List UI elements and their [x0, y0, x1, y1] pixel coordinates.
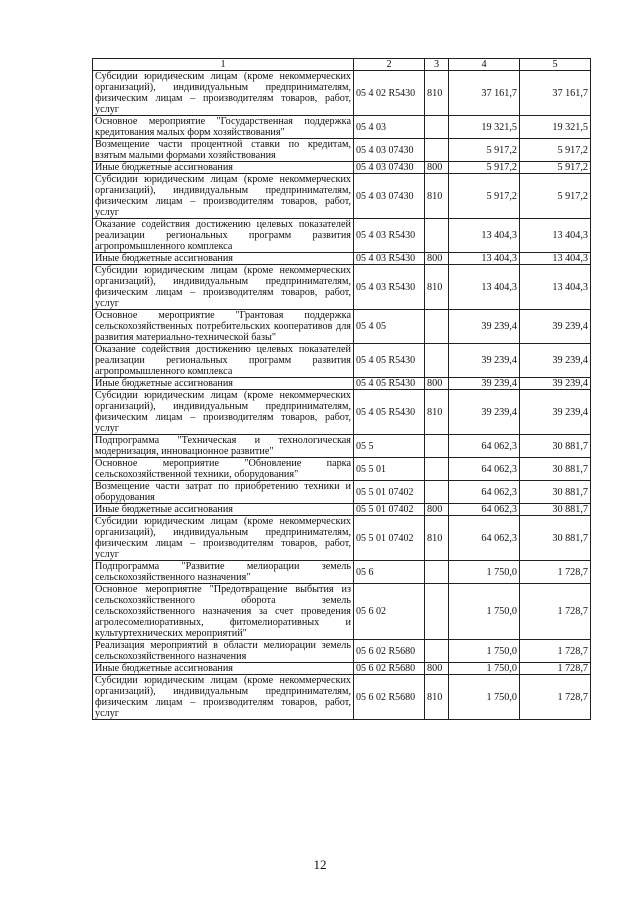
row-value-col5: 39 239,4 — [520, 378, 591, 390]
table-row — [93, 675, 591, 720]
row-value-col5: 30 881,7 — [520, 504, 591, 516]
row-value-col4: 39 239,4 — [449, 344, 520, 378]
row-code-cell: 05 4 03 07430 — [354, 162, 425, 174]
row-name-cell: Основное мероприятие "Предотвращение выбытия из сельскохозяйственного оборота земель сельскохозяйственного назначения за счет проведения агролесомелиоративных, фитомелиоративных и культуртехнических мероприятий" — [93, 584, 354, 640]
table-row — [93, 139, 591, 162]
row-value-col4: 39 239,4 — [449, 390, 520, 435]
row-name-cell: Подпрограмма "Развитие мелиорации земель сельскохозяйственного назначения" — [93, 561, 354, 584]
row-type-cell: 800 — [425, 162, 449, 174]
row-code-cell: 05 5 01 — [354, 458, 425, 481]
row-name-cell: Иные бюджетные ассигнования — [93, 663, 354, 675]
row-type-cell — [425, 458, 449, 481]
table-row — [93, 663, 591, 675]
table-row — [93, 504, 591, 516]
row-value-col5: 1 728,7 — [520, 675, 591, 720]
row-value-col4: 1 750,0 — [449, 584, 520, 640]
row-value-col4: 1 750,0 — [449, 675, 520, 720]
table-row — [93, 640, 591, 663]
row-value-col5: 19 321,5 — [520, 116, 591, 139]
row-value-col5: 39 239,4 — [520, 310, 591, 344]
row-value-col5: 30 881,7 — [520, 458, 591, 481]
row-value-col4: 1 750,0 — [449, 663, 520, 675]
row-type-cell: 800 — [425, 253, 449, 265]
row-type-cell — [425, 219, 449, 253]
row-name-cell: Субсидии юридическим лицам (кроме некоммерческих организаций), индивидуальным предпринимателям, физическим лицам – производителям товаров, работ, услуг — [93, 390, 354, 435]
table-row — [93, 458, 591, 481]
header-col-1: 1 — [93, 59, 354, 71]
table-row — [93, 561, 591, 584]
header-col-5: 5 — [520, 59, 591, 71]
row-code-cell: 05 6 02 R5680 — [354, 675, 425, 720]
row-code-cell: 05 4 05 R5430 — [354, 390, 425, 435]
row-code-cell: 05 4 03 07430 — [354, 174, 425, 219]
row-value-col5: 13 404,3 — [520, 219, 591, 253]
table-row — [93, 162, 591, 174]
row-value-col5: 30 881,7 — [520, 516, 591, 561]
row-value-col4: 5 917,2 — [449, 162, 520, 174]
row-code-cell: 05 4 03 — [354, 116, 425, 139]
row-name-cell: Оказание содействия достижению целевых показателей реализации региональных программ развития агропромышленного комплекса — [93, 219, 354, 253]
table-row — [93, 265, 591, 310]
table-row — [93, 219, 591, 253]
row-name-cell: Иные бюджетные ассигнования — [93, 378, 354, 390]
row-code-cell: 05 4 05 — [354, 310, 425, 344]
row-name-cell: Возмещение части процентной ставки по кредитам, взятым малыми формами хозяйствования — [93, 139, 354, 162]
table-row — [93, 378, 591, 390]
row-type-cell — [425, 139, 449, 162]
row-name-cell: Субсидии юридическим лицам (кроме некоммерческих организаций), индивидуальным предпринимателям, физическим лицам – производителям товаров, работ, услуг — [93, 675, 354, 720]
row-code-cell: 05 4 03 R5430 — [354, 253, 425, 265]
row-type-cell — [425, 481, 449, 504]
row-value-col4: 5 917,2 — [449, 174, 520, 219]
row-value-col5: 39 239,4 — [520, 390, 591, 435]
row-type-cell: 810 — [425, 516, 449, 561]
row-type-cell — [425, 116, 449, 139]
row-value-col5: 37 161,7 — [520, 71, 591, 116]
table-row — [93, 310, 591, 344]
row-code-cell: 05 4 05 R5430 — [354, 378, 425, 390]
row-value-col4: 13 404,3 — [449, 219, 520, 253]
row-type-cell: 800 — [425, 378, 449, 390]
table-row — [93, 253, 591, 265]
row-code-cell: 05 4 03 R5430 — [354, 265, 425, 310]
row-value-col5: 5 917,2 — [520, 174, 591, 219]
row-code-cell: 05 4 05 R5430 — [354, 344, 425, 378]
row-name-cell: Основное мероприятие "Государственная поддержка кредитования малых форм хозяйствования" — [93, 116, 354, 139]
row-value-col4: 64 062,3 — [449, 435, 520, 458]
row-value-col4: 64 062,3 — [449, 481, 520, 504]
row-value-col4: 19 321,5 — [449, 116, 520, 139]
row-type-cell: 800 — [425, 663, 449, 675]
table-row — [93, 71, 591, 116]
table-row — [93, 344, 591, 378]
row-value-col4: 13 404,3 — [449, 253, 520, 265]
row-code-cell: 05 5 — [354, 435, 425, 458]
row-code-cell: 05 6 — [354, 561, 425, 584]
row-value-col4: 39 239,4 — [449, 378, 520, 390]
row-value-col5: 1 728,7 — [520, 663, 591, 675]
row-name-cell: Субсидии юридическим лицам (кроме некоммерческих организаций), индивидуальным предпринимателям, физическим лицам – производителям товаров, работ, услуг — [93, 174, 354, 219]
table-row — [93, 116, 591, 139]
row-value-col5: 13 404,3 — [520, 253, 591, 265]
row-value-col5: 5 917,2 — [520, 162, 591, 174]
row-name-cell: Субсидии юридическим лицам (кроме некоммерческих организаций), индивидуальным предпринимателям, физическим лицам – производителям товаров, работ, услуг — [93, 516, 354, 561]
row-type-cell — [425, 344, 449, 378]
row-code-cell: 05 4 03 R5430 — [354, 219, 425, 253]
table-row — [93, 516, 591, 561]
table-row — [93, 435, 591, 458]
row-name-cell: Оказание содействия достижению целевых показателей реализации региональных программ развития агропромышленного комплекса — [93, 344, 354, 378]
row-code-cell: 05 5 01 07402 — [354, 516, 425, 561]
row-name-cell: Реализация мероприятий в области мелиорации земель сельскохозяйственного назначения — [93, 640, 354, 663]
row-type-cell: 800 — [425, 504, 449, 516]
row-type-cell — [425, 435, 449, 458]
row-value-col5: 30 881,7 — [520, 435, 591, 458]
row-value-col4: 64 062,3 — [449, 504, 520, 516]
row-value-col5: 1 728,7 — [520, 584, 591, 640]
row-value-col5: 13 404,3 — [520, 265, 591, 310]
row-value-col4: 37 161,7 — [449, 71, 520, 116]
header-col-3: 3 — [425, 59, 449, 71]
budget-table — [92, 58, 591, 720]
row-value-col4: 39 239,4 — [449, 310, 520, 344]
page-number: 12 — [313, 857, 327, 872]
row-type-cell — [425, 310, 449, 344]
row-type-cell: 810 — [425, 390, 449, 435]
row-name-cell: Субсидии юридическим лицам (кроме некоммерческих организаций), индивидуальным предпринимателям, физическим лицам – производителям товаров, работ, услуг — [93, 71, 354, 116]
row-value-col5: 39 239,4 — [520, 344, 591, 378]
row-type-cell: 810 — [425, 71, 449, 116]
row-name-cell: Возмещение части затрат по приобретению техники и оборудования — [93, 481, 354, 504]
row-code-cell: 05 6 02 — [354, 584, 425, 640]
row-name-cell: Иные бюджетные ассигнования — [93, 504, 354, 516]
table-row — [93, 174, 591, 219]
row-type-cell: 810 — [425, 675, 449, 720]
row-value-col4: 13 404,3 — [449, 265, 520, 310]
row-type-cell: 810 — [425, 174, 449, 219]
row-value-col4: 5 917,2 — [449, 139, 520, 162]
table-row — [93, 390, 591, 435]
row-value-col5: 30 881,7 — [520, 481, 591, 504]
row-code-cell: 05 5 01 07402 — [354, 504, 425, 516]
row-name-cell: Подпрограмма "Техническая и технологическая модернизация, инновационное развитие" — [93, 435, 354, 458]
table-row — [93, 584, 591, 640]
row-value-col4: 1 750,0 — [449, 561, 520, 584]
row-value-col5: 5 917,2 — [520, 139, 591, 162]
row-value-col4: 64 062,3 — [449, 458, 520, 481]
row-code-cell: 05 4 03 07430 — [354, 139, 425, 162]
row-value-col4: 64 062,3 — [449, 516, 520, 561]
row-code-cell: 05 6 02 R5680 — [354, 663, 425, 675]
row-value-col5: 1 728,7 — [520, 561, 591, 584]
header-col-4: 4 — [449, 59, 520, 71]
row-type-cell — [425, 561, 449, 584]
row-value-col4: 1 750,0 — [449, 640, 520, 663]
row-name-cell: Основное мероприятие "Обновление парка сельскохозяйственной техники, оборудования" — [93, 458, 354, 481]
header-col-2: 2 — [354, 59, 425, 71]
table-row — [93, 481, 591, 504]
row-name-cell: Основное мероприятие "Грантовая поддержка сельскохозяйственных потребительских кооперативов для развития материально-технической базы" — [93, 310, 354, 344]
row-code-cell: 05 6 02 R5680 — [354, 640, 425, 663]
row-value-col5: 1 728,7 — [520, 640, 591, 663]
row-type-cell — [425, 584, 449, 640]
row-name-cell: Иные бюджетные ассигнования — [93, 162, 354, 174]
row-code-cell: 05 5 01 07402 — [354, 481, 425, 504]
row-name-cell: Иные бюджетные ассигнования — [93, 253, 354, 265]
table-header-row — [93, 59, 591, 71]
row-code-cell: 05 4 02 R5430 — [354, 71, 425, 116]
row-type-cell — [425, 640, 449, 663]
row-name-cell: Субсидии юридическим лицам (кроме некоммерческих организаций), индивидуальным предпринимателям, физическим лицам – производителям товаров, работ, услуг — [93, 265, 354, 310]
row-type-cell: 810 — [425, 265, 449, 310]
